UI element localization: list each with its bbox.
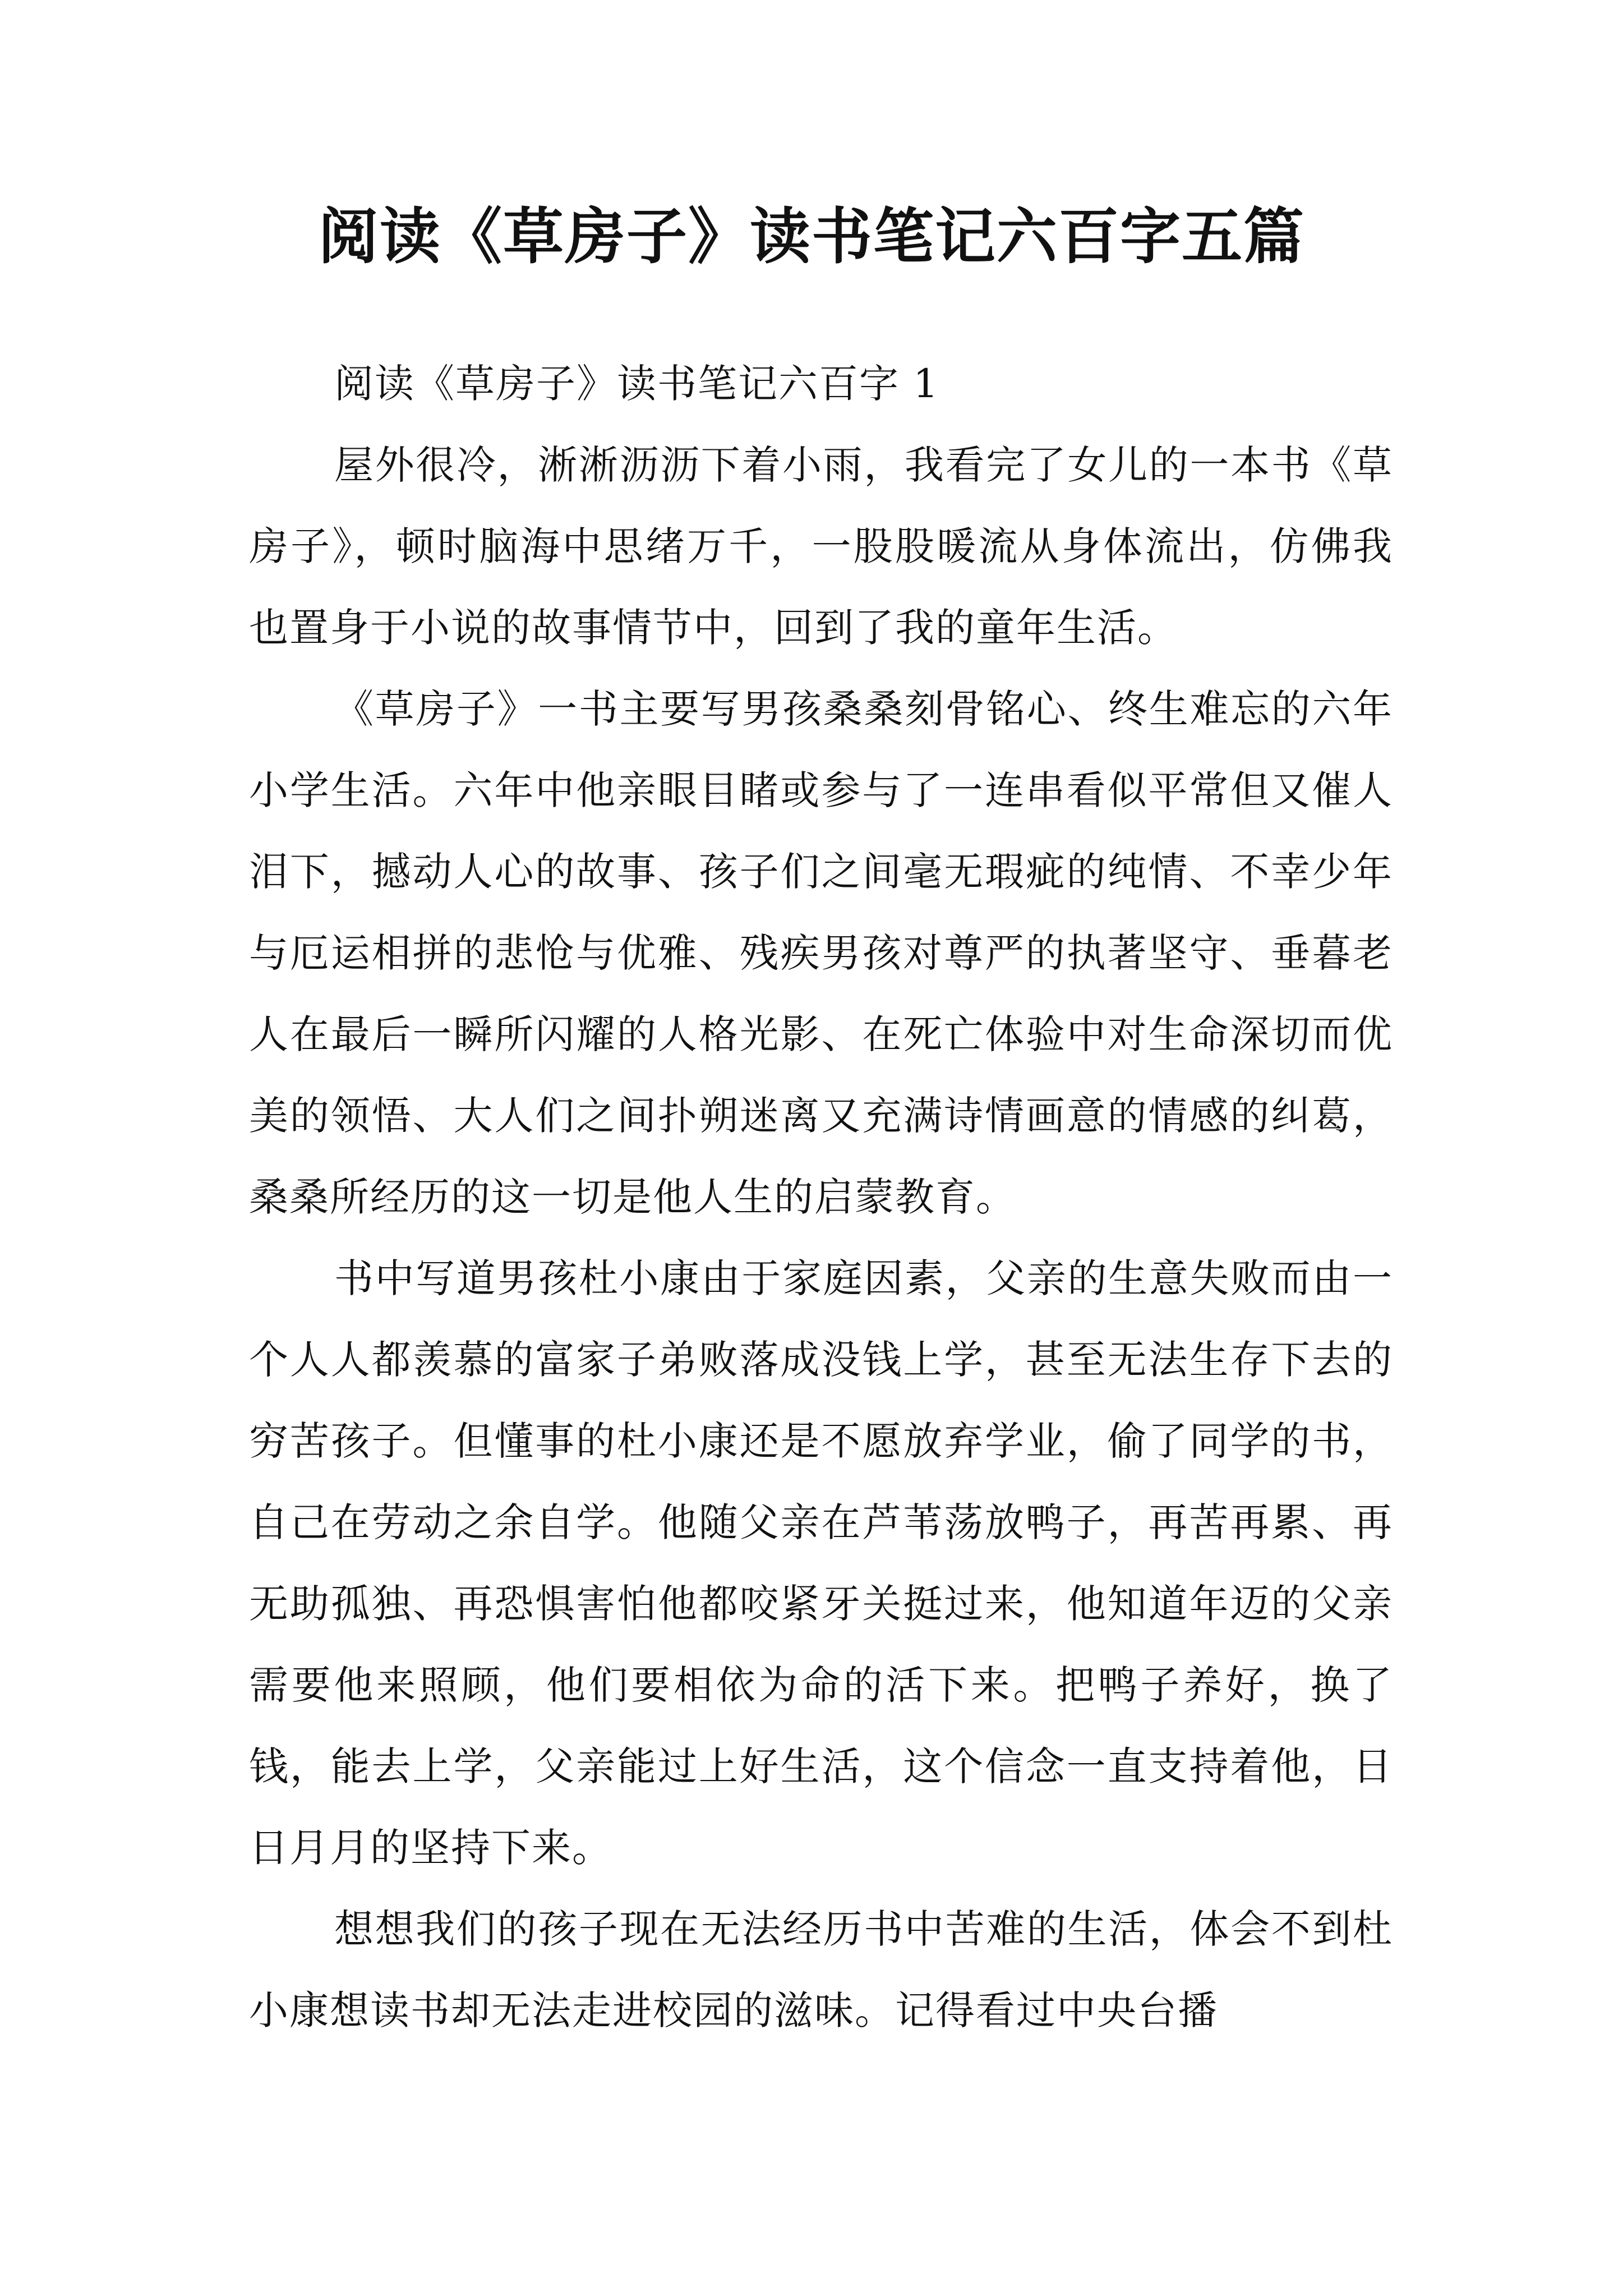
paragraph: 想想我们的孩子现在无法经历书中苦难的生活，体会不到杜小康想读书却无法走进校园的滋味。记得看过中央台播	[249, 1906, 1393, 2033]
document-body	[249, 343, 1393, 2051]
section-heading: 阅读《草房子》读书笔记六百字 1	[334, 361, 939, 407]
paragraph: 书中写道男孩杜小康由于家庭因素，父亲的生意失败而由一个人人都羡慕的富家子弟败落成没钱上学，甚至无法生存下去的穷苦孩子。但懂事的杜小康还是不愿放弃学业，偷了同学的书，自己在劳动之余自学。他随父亲在芦苇荡放鸭子，再苦再累、再无助孤独、再恐惧害怕他都咬紧牙关挺过来，他知道年迈的父亲需要他来照顾，他们要相依为命的活下来。把鸭子养好，换了钱，能去上学，父亲能过上好生活，这个信念一直支持着他，日日月月的坚持下来。	[249, 1255, 1393, 1871]
paragraph: 屋外很冷，淅淅沥沥下着小雨，我看完了女儿的一本书《草房子》，顿时脑海中思绪万千，一股股暖流从身体流出，仿佛我也置身于小说的故事情节中，回到了我的童年生活。	[249, 442, 1393, 651]
paragraph: 《草房子》一书主要写男孩桑桑刻骨铭心、终生难忘的六年小学生活。六年中他亲眼目睹或参与了一连串看似平常但又催人泪下，撼动人心的故事、孩子们之间毫无瑕疵的纯情、不幸少年与厄运相拼的悲怆与优雅、残疾男孩对尊严的执著坚守、垂暮老人在最后一瞬所闪耀的人格光影、在死亡体验中对生命深切而优美的领悟、大人们之间扑朔迷离又充满诗情画意的情感的纠葛，桑桑所经历的这一切是他人生的启蒙教育。	[249, 686, 1393, 1220]
document-title: 阅读《草房子》读书笔记六百字五篇	[317, 201, 1305, 272]
